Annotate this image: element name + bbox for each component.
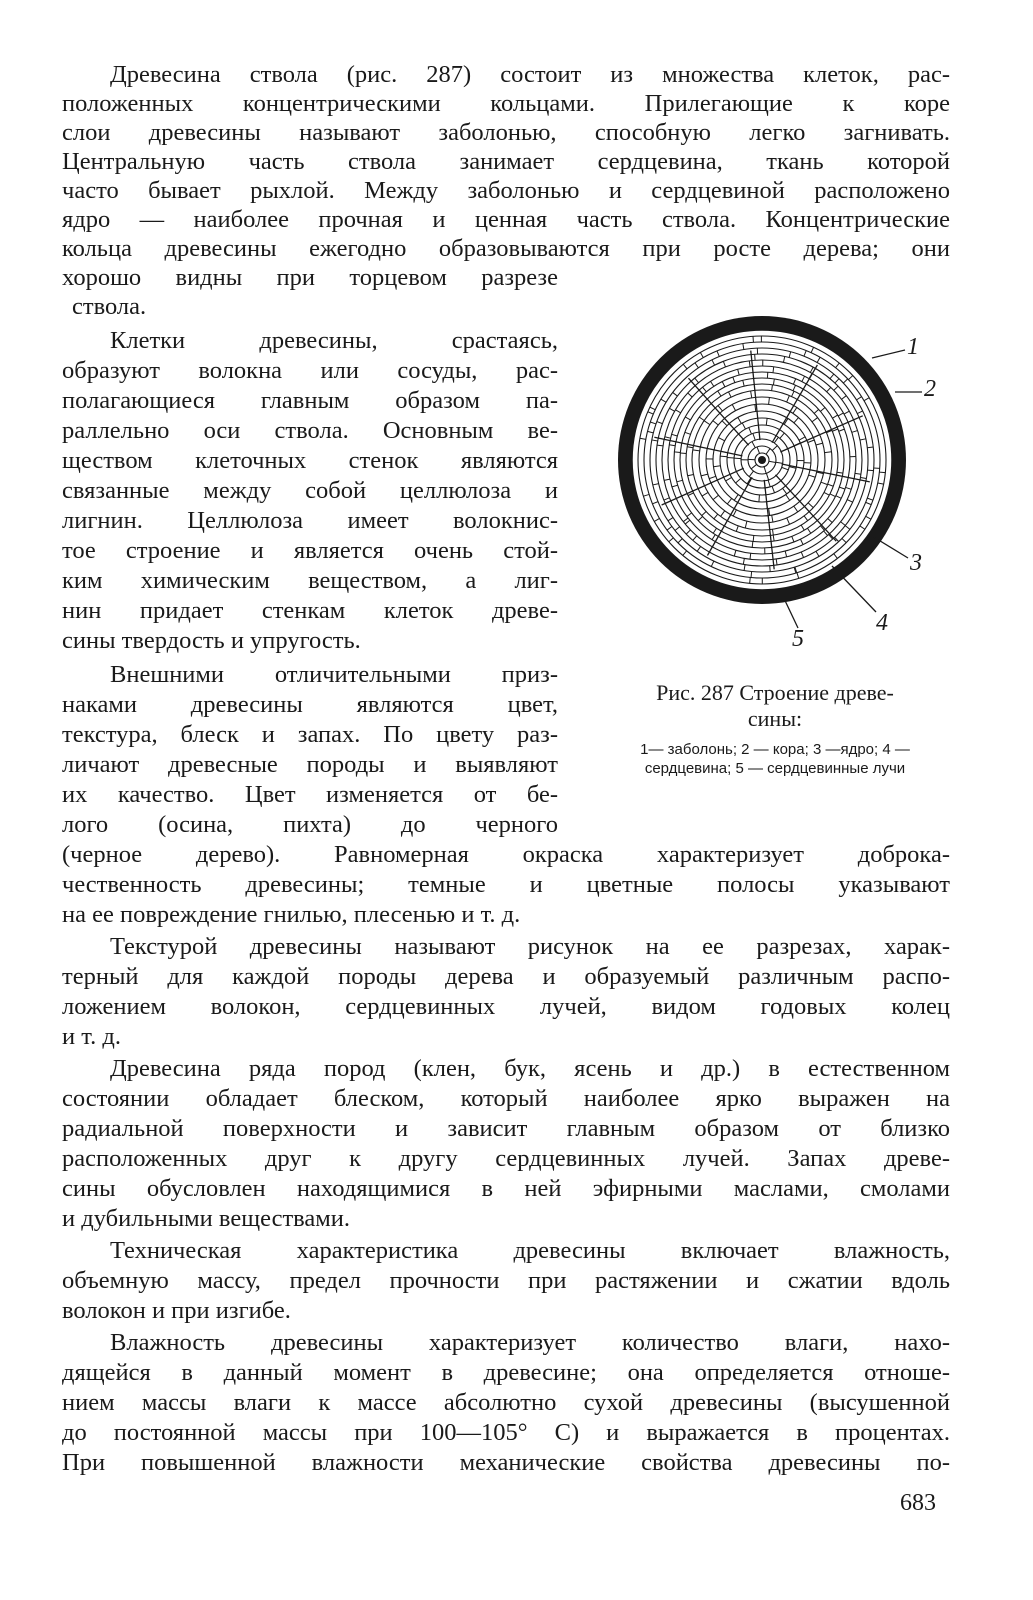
text-line: Техническая характеристика древесины включает влажность, [110, 1237, 950, 1264]
text-line: часто бывает рыхлой. Между заболонью и сердцевиной расположено [62, 177, 950, 204]
medullary-ray-segment [720, 456, 727, 457]
text-line: (черное дерево). Равномерная окраска характеризует доброка- [62, 841, 950, 868]
text-line: раллельно оси ствола. Основным ве- [62, 417, 558, 444]
medullary-ray-segment [674, 452, 680, 453]
text-line: Текстурой древесины называют рисунок на ее разрезах, харак- [110, 933, 950, 960]
pith-center [758, 456, 766, 464]
text-line: волокон и при изгибе. [62, 1297, 291, 1324]
text-line: сины обусловлен находящимися в ней эфирными маслами, смолами [62, 1175, 950, 1202]
figure-caption-legend: 1— заболонь; 2 — кора; 3 —ядро; 4 — сердцевина; 5 — сердцевинные лучи [640, 741, 910, 777]
text-line: текстура, блеск и запах. По цвету раз- [62, 721, 558, 748]
text-line: личают древесные породы и выявляют [62, 751, 558, 778]
text-line: сины твердость и упругость. [62, 627, 361, 654]
text-line: ким химическим веществом, а лиг- [62, 567, 558, 594]
medullary-ray-segment [753, 536, 754, 542]
text-line: нием массы влаги к массе абсолютно сухой древесины (высушенной [62, 1389, 950, 1416]
text-line: радиальной поверхности и зависит главным образом от близко [62, 1115, 950, 1142]
text-line: Центральную часть ствола занимает сердцевина, ткань которой [62, 148, 950, 175]
text-line: их качество. Цвет изменяется от бе- [62, 781, 558, 808]
medullary-ray-segment [752, 541, 753, 547]
text-line: терный для каждой породы дерева и образуемый различным распо- [62, 963, 950, 990]
medullary-ray-segment [867, 447, 873, 448]
text-line: дящейся в данный момент в древесине; она определяется отноше- [62, 1359, 950, 1386]
text-line: и дубильными веществами. [62, 1205, 351, 1232]
text-line: Влажность древесины характеризует количество влаги, нахо- [110, 1329, 950, 1356]
medullary-ray-segment [751, 572, 752, 578]
text-line: полагающиеся главным образом па- [62, 387, 558, 414]
label-leader-line [872, 350, 905, 358]
text-line: кольца древесины ежегодно образовываются при росте дерева; они [62, 235, 950, 262]
text-line: расположенных друг к другу сердцевинных лучей. Запах древе- [62, 1145, 950, 1172]
text-line: на ее повреждение гнилью, плесенью и т. д. [62, 901, 521, 928]
text-line: до постоянной массы при 100—105° С) и выражается в процентах. [62, 1419, 950, 1446]
text-line: наками древесины являются цвет, [62, 691, 558, 718]
text-line: связанные между собой целлюлоза и [62, 477, 558, 504]
label-leader-line [872, 536, 908, 558]
text-line: ложением волокон, сердцевинных лучей, видом годовых колец [62, 993, 950, 1020]
medullary-ray-segment [750, 577, 751, 583]
text-line: Внешними отличительными приз- [110, 661, 558, 688]
figure-label-4: 4 [876, 610, 888, 636]
text-line: нин придает стенкам клеток древе- [62, 597, 558, 624]
text-line: лого (осина, пихта) до черного [62, 811, 558, 838]
figure-label-1: 1 [907, 334, 919, 360]
text-line: образуют волокна или сосуды, рас- [62, 357, 558, 384]
trunk-cross-section-illustration [610, 300, 950, 660]
medullary-ray-segment [759, 495, 760, 502]
text-line: объемную массу, предел прочности при растяжении и сжатии вдоль [62, 1267, 950, 1294]
text-line: положенных концентрическими кольцами. Прилегающие к коре [62, 90, 950, 117]
figure-label-5: 5 [792, 626, 804, 652]
text-line: ществом клеточных стенок являются [62, 447, 558, 474]
figure-caption [600, 680, 950, 778]
text-line: тое строение и является очень стой- [62, 537, 558, 564]
text-line: Древесина ряда пород (клен, бук, ясень и др.) в естественном [110, 1055, 950, 1082]
text-line: При повышенной влажности механические свойства древесины по- [62, 1449, 950, 1476]
text-line: состоянии обладает блеском, который наиболее ярко выражен на [62, 1085, 950, 1112]
text-line: лигнин. Целлюлоза имеет волокнис- [62, 507, 558, 534]
medullary-ray-segment [879, 472, 885, 473]
label-leader-line [832, 566, 876, 612]
text-line: слои древесины называют заболонью, способную легко загнивать. [62, 119, 950, 146]
figure-label-2: 2 [924, 376, 936, 402]
figure-caption-title: Рис. 287 Строение древе- сины: [656, 680, 894, 731]
medullary-ray-segment [680, 453, 686, 454]
text-line: хорошо видны при торцевом разрезе [62, 264, 558, 291]
text-line: и т. д. [62, 1023, 121, 1050]
text-line: Клетки древесины, срастаясь, [110, 327, 558, 354]
trunk-cross-section-figure [610, 300, 950, 660]
figure-label-3: 3 [910, 550, 922, 576]
text-line: чественность древесины; темные и цветные полосы указывают [62, 871, 950, 898]
text-line: ядро — наиболее прочная и ценная часть ствола. Концентрические [62, 206, 950, 233]
text-line: Древесина ствола (рис. 287) состоит из множества клеток, рас- [110, 61, 950, 88]
medullary-ray-segment [868, 470, 874, 471]
text-line: ствола. [72, 293, 147, 320]
page-number: 683 [900, 1490, 936, 1516]
